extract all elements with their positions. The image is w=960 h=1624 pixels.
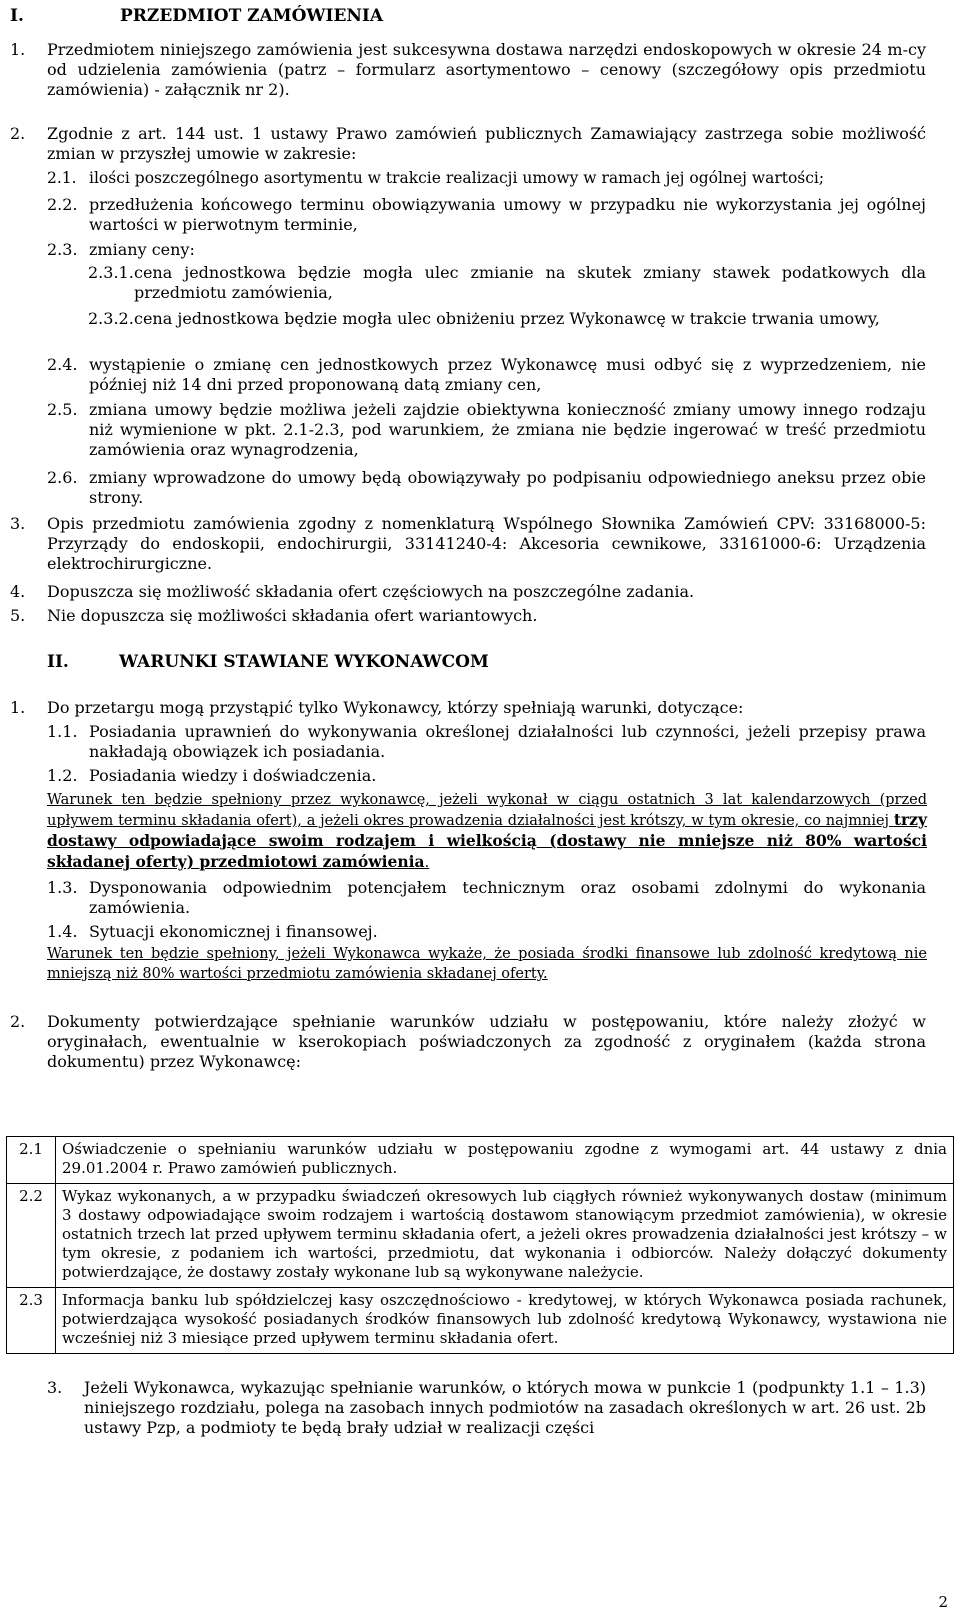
table-row [7, 1184, 954, 1288]
item-text: zmiany wprowadzone do umowy będą obowiązywały po podpisaniu odpowiedniego aneksu przez obie strony. [89, 468, 926, 507]
documents-table [6, 1136, 954, 1354]
item-number: 3. [10, 514, 26, 533]
condition-note-financial: Warunek ten będzie spełniony, jeżeli Wykonawca wykaże, że posiada środki finansowe lub zdolność kredytową nie mniejszą niż 80% wartości przedmiotu zamówienia składanej oferty. [47, 946, 927, 982]
item-text: wystąpienie o zmianę cen jednostkowych przez Wykonawcę musi odbyć się z wyprzedzeniem, nie później niż 14 dni przed proponowaną datą zmiany cen, [89, 355, 926, 394]
page-number: 2 [938, 1593, 948, 1611]
list-item [47, 355, 926, 395]
item-number: 2.4. [47, 355, 78, 374]
item-text: przedłużenia końcowego terminu obowiązywania umowy w przypadku nie wykorzystania jej ogólnej wartości w pierwotnym terminie, [89, 195, 926, 234]
item-number: 3. [47, 1378, 63, 1397]
item-number: 2. [10, 124, 26, 143]
item-text: Przedmiotem niniejszego zamówienia jest sukcesywna dostawa narzędzi endoskopowych w okresie 24 m-cy od udzielenia zamówienia (patrz – formularz asortymentowo – cenowy (szczegółowy opis przedmiotu zamówienia) - załącznik nr 2). [47, 40, 926, 99]
item-text: Jeżeli Wykonawca, wykazując spełnianie warunków, o których mowa w punkcie 1 (podpunkty 1.1 – 1.3) niniejszego rozdziału, polega na zasobach innych podmiotów na zasadach określonych w art. 26 ust. 2b ustawy Pzp, a podmioty te będą brały udział w realizacji części [84, 1378, 926, 1437]
table-cell-text: Oświadczenie o spełnianiu warunków udziału w postępowaniu zgodne z wymogami art. 44 ustawy z dnia 29.01.2004 r. Prawo zamówień publicznych. [56, 1137, 954, 1184]
item-number: 1. [10, 698, 26, 717]
list-item [10, 1012, 926, 1072]
table-cell-number: 2.3 [7, 1288, 56, 1354]
list-item [10, 698, 926, 718]
list-item [47, 168, 926, 188]
item-number: 2.3. [47, 240, 78, 259]
item-text: Posiadania uprawnień do wykonywania określonej działalności lub czynności, jeżeli przepisy prawa nakładają obowiązek ich posiadania. [89, 722, 926, 761]
section-heading-1 [10, 6, 383, 26]
list-item [47, 195, 926, 235]
item-number: 2.3.1. [88, 263, 134, 282]
item-text: Opis przedmiotu zamówienia zgodny z nomenklaturą Wspólnego Słownika Zamówień CPV: 33168000-5: Przyrządy do endoskopii, endochirurgii, 33141240-4: Akcesoria cewnikowe, 33161000-6: Urządzenia elektrochirurgiczne. [47, 514, 926, 573]
item-text: Posiadania wiedzy i doświadczenia. [89, 766, 377, 785]
condition-note-experience: Warunek ten będzie spełniony przez wykonawcę, jeżeli wykonał w ciągu ostatnich 3 lat kalendarzowych (przed upływem terminu składania ofert), a jeżeli okres prowadzenia działalności jest krótszy, w tym okresie, co najmniej trzy dostawy odpowiadające swoim rodzajem i wielkością (dostawy nie mniejsze niż 80% wartości składanej oferty) przedmiotowi zamówienia. [47, 792, 927, 871]
list-item [47, 922, 926, 942]
list-item [47, 400, 926, 460]
item-number: 2.2. [47, 195, 78, 214]
table-row [7, 1137, 954, 1184]
section-title: PRZEDMIOT ZAMÓWIENIA [120, 6, 384, 26]
item-number: 1.2. [47, 766, 78, 785]
list-item [47, 722, 926, 762]
list-item [10, 514, 926, 574]
section-title: WARUNKI STAWIANE WYKONAWCOM [119, 652, 489, 672]
item-number: 2.5. [47, 400, 78, 419]
list-item [47, 878, 926, 918]
item-text: cena jednostkowa będzie mogła ulec obniżeniu przez Wykonawcę w trakcie trwania umowy, [134, 309, 880, 328]
table-row [7, 1288, 954, 1354]
item-number: 4. [10, 582, 26, 601]
item-text: zmiana umowy będzie możliwa jeżeli zajdzie obiektywna konieczność zmiany umowy innego rodzaju niż wymienione w pkt. 2.1-2.3, pod warunkiem, że zmiana nie będzie ingerować w treść przedmiotu zamówienia oraz wynagrodzenia, [89, 400, 926, 459]
section-number: I. [10, 6, 24, 26]
section-heading-2 [47, 652, 489, 672]
table-cell-number: 2.1 [7, 1137, 56, 1184]
list-item [10, 582, 926, 602]
item-number: 2.3.2. [88, 309, 134, 328]
list-item [10, 124, 926, 164]
item-text: Nie dopuszcza się możliwości składania ofert wariantowych. [47, 606, 538, 625]
item-number: 1.3. [47, 878, 78, 897]
item-text: Do przetargu mogą przystąpić tylko Wykonawcy, którzy spełniają warunki, dotyczące: [47, 698, 744, 717]
table-cell-number: 2.2 [7, 1184, 56, 1288]
section-number: II. [47, 652, 69, 672]
list-item [88, 309, 926, 329]
item-number: 1.4. [47, 922, 78, 941]
item-number: 2. [10, 1012, 26, 1031]
list-item [10, 606, 926, 626]
item-text: Dopuszcza się możliwość składania ofert częściowych na poszczególne zadania. [47, 582, 695, 601]
list-item [88, 263, 926, 303]
list-item [47, 766, 926, 786]
item-number: 2.6. [47, 468, 78, 487]
list-item [47, 240, 926, 260]
item-text: ilości poszczególnego asortymentu w trakcie realizacji umowy w ramach jej ogólnej wartości; [89, 169, 825, 187]
item-text: cena jednostkowa będzie mogła ulec zmianie na skutek zmiany stawek podatkowych dla przedmiotu zamówienia, [134, 263, 926, 302]
item-text: Dokumenty potwierdzające spełnianie warunków udziału w postępowaniu, które należy złożyć w oryginałach, ewentualnie w kserokopiach poświadczonych za zgodność z oryginałem (każda strona dokumentu) przez Wykonawcę: [47, 1012, 926, 1071]
item-number: 5. [10, 606, 26, 625]
table-cell-text: Wykaz wykonanych, a w przypadku świadczeń okresowych lub ciągłych również wykonywanych dostaw (minimum 3 dostawy odpowiadające swoim rodzajem i wartością dostawom stanowiącym przedmiot zamówienia), w okresie ostatnich trzech lat przed upływem terminu składania ofert, a jeżeli okres prowadzenia działalności jest krótszy – w tym okresie, z podaniem ich wartości, przedmiotu, dat wykonania i odbiorców. Należy dołączyć dokumenty potwierdzające, że dostawy zostały wykonane lub są wykonywane należycie. [56, 1184, 954, 1288]
item-number: 1.1. [47, 722, 78, 741]
item-text: Zgodnie z art. 144 ust. 1 ustawy Prawo zamówień publicznych Zamawiający zastrzega sobie możliwość zmian w przyszłej umowie w zakresie: [47, 124, 926, 163]
list-item [10, 40, 926, 100]
item-number: 1. [10, 40, 26, 59]
item-text: zmiany ceny: [89, 240, 195, 259]
list-item [47, 468, 926, 508]
list-item [47, 1378, 926, 1438]
table-cell-text: Informacja banku lub spółdzielczej kasy oszczędnościowo - kredytowej, w których Wykonawca posiada rachunek, potwierdzająca wysokość posiadanych środków finansowych lub zdolność kredytową Wykonawcy, wystawiona nie wcześniej niż 3 miesiące przed upływem terminu składania ofert. [56, 1288, 954, 1354]
item-number: 2.1. [47, 169, 77, 187]
item-text: Sytuacji ekonomicznej i finansowej. [89, 922, 378, 941]
item-text: Dysponowania odpowiednim potencjałem technicznym oraz osobami zdolnymi do wykonania zamówienia. [89, 878, 926, 917]
